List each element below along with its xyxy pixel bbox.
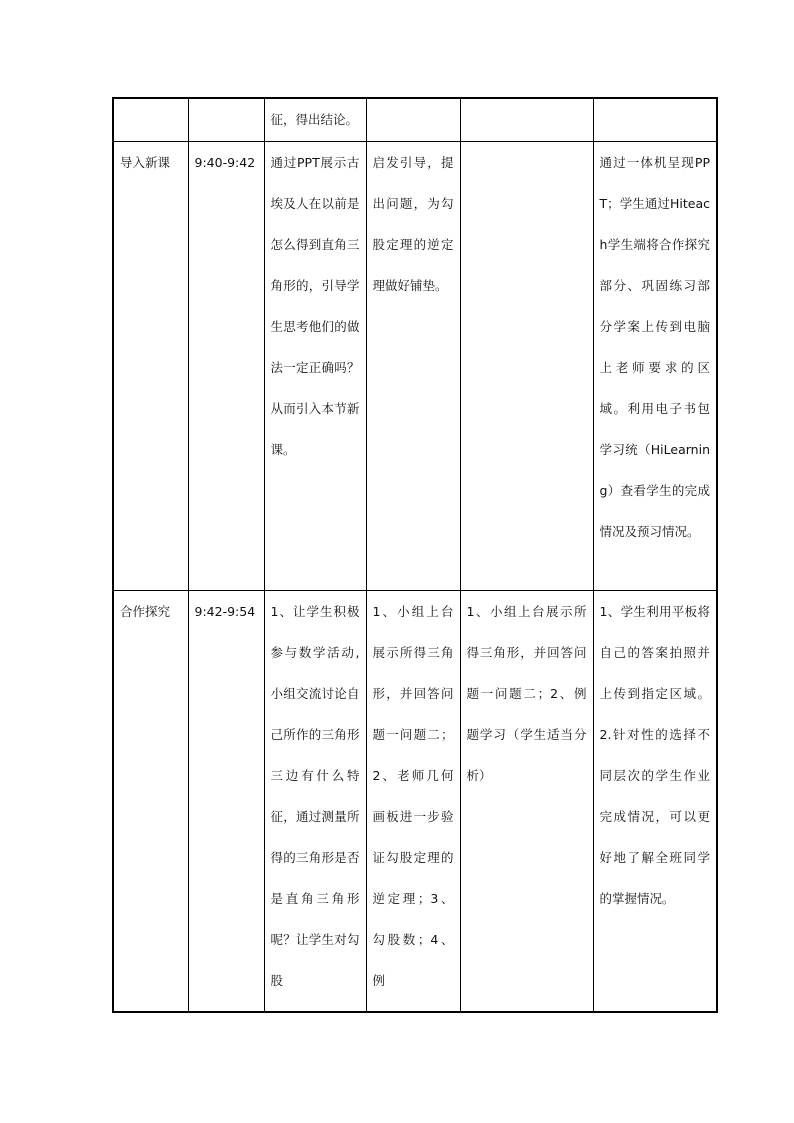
table-row: [113, 98, 717, 142]
purpose-cell: [366, 98, 460, 142]
student-activity-cell: [460, 142, 593, 591]
table-row: [113, 142, 717, 591]
teacher-activity-cell: 通过PPT展示古埃及人在以前是怎么得到直角三角形的，引导学生思考他们的做法一定正确吗？从而引入本节新课。: [264, 142, 366, 591]
tech-use-cell: 1、学生利用平板将自己的答案拍照并上传到指定区域。2.针对性的选择不同层次的学生作业完成情况，可以更好地了解全班同学的掌握情况。: [593, 591, 717, 1013]
time-cell: 9:42-9:54: [188, 591, 264, 1013]
time-cell: [188, 98, 264, 142]
teacher-activity-cell: 1、让学生积极参与数学活动,小组交流讨论自己所作的三角形三边有什么特征，通过测量所得的三角形是否是直角三角形呢？让学生对勾股: [264, 591, 366, 1013]
student-activity-cell: 1、小组上台展示所得三角形，并回答问题一问题二；2、例题学习（学生适当分析）: [460, 591, 593, 1013]
time-cell: 9:40-9:42: [188, 142, 264, 591]
tech-use-cell: 通过一体机呈现PPT；学生通过Hiteach学生端将合作探究部分、巩固练习部分学案上传到电脑上老师要求的区域。利用电子书包学习统（HiLearning）查看学生的完成情况及预习情况。: [593, 142, 717, 591]
lesson-plan-table: [112, 97, 718, 1013]
teacher-activity-cell: 征，得出结论。: [264, 98, 366, 142]
segment-cell: 导入新课: [113, 142, 188, 591]
segment-cell: 合作探究: [113, 591, 188, 1013]
segment-cell: [113, 98, 188, 142]
purpose-cell: 启发引导，提出问题，为勾股定理的逆定理做好铺垫。: [366, 142, 460, 591]
table-row: [113, 591, 717, 1013]
tech-use-cell: [593, 98, 717, 142]
student-activity-cell: [460, 98, 593, 142]
purpose-cell: 1、小组上台展示所得三角形，并回答问题一问题二；2、老师几何画板进一步验证勾股定理的逆定理；3、勾股数；4、例: [366, 591, 460, 1013]
